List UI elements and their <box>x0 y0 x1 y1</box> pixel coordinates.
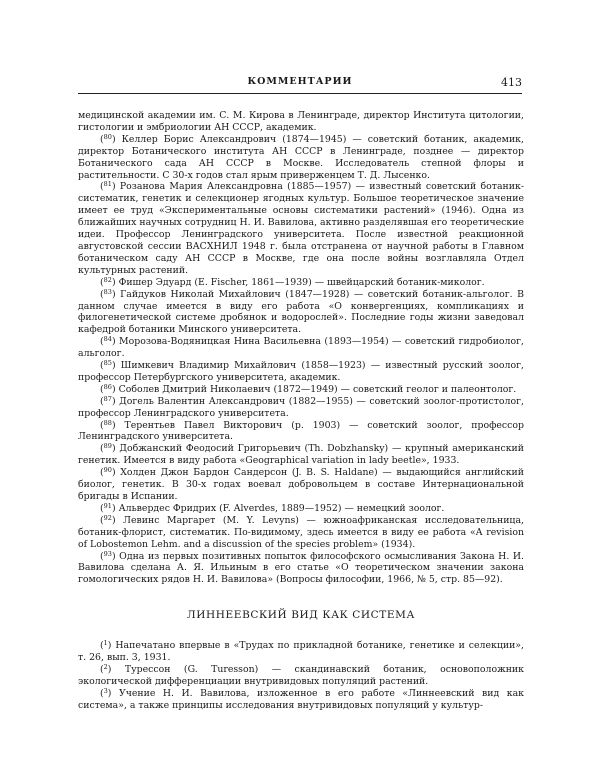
footnote-text: Добжанский Феодосий Григорьевич (Th. Dobzhansky) — крупный американский генетик. Имеется в виду работа «Geographical variation in lady beetle», 1933. <box>78 443 524 467</box>
running-title: КОММЕНТАРИИ <box>247 76 353 87</box>
footnote-item: ($^3$) Учение Н. И. Вавилова, изложенное в его работе «Линнеевский вид как система», а также принципы исследования внутривидовых популяций у культур- <box>78 686 524 711</box>
footnote-text: Морозова-Водяницкая Нина Васильевна (1893—1954) — советский гидробиолог, альголог. <box>78 336 524 360</box>
footnote-number: 3 <box>103 686 108 695</box>
page-number: 413 <box>501 76 522 89</box>
footnote-text: Учение Н. И. Вавилова, изложенное в его работе «Линнеевский вид как система», а также принципы исследования внутривидовых популяций у культур- <box>78 687 524 711</box>
footnote-item: ($^{89}$) Добжанский Феодосий Григорьевич (Th. Dobzhansky) — крупный американский генетик. Имеется в виду работа «Geographical variation in lady beetle», 1933. <box>78 442 524 467</box>
section-title: ЛИННЕЕВСКИЙ ВИД КАК СИСТЕМА <box>186 609 416 622</box>
footnote-text: Розанова Мария Александровна (1885—1957) — известный советский ботаник-систематик, генетик и селекционер ягодных культур. Большое теоретическое значение имеет ее труд «Экспериментальные основы систематики растений» (1946). Одна из ближайших научных сотрудниц Н. И. Вавилова, активно разделявшая его теоретические идеи. Профессор Ленинградского университета. После известной реакционной августовской сессии ВАСХНИЛ 1948 г. была отстранена от научной работы в Главном ботаническом саду АН СССР в Москве, где она после войны возглавляла Отдел культурных растений. <box>78 181 524 276</box>
footnote-number: 82 <box>103 275 112 284</box>
footnote-text: Левинс Маргарет (M. Y. Levyns) — южноафриканская исследовательница, ботаник-флорист, систематик. По-видимому, здесь имеется в виду ее работа «A revision of Lobostemon Lehm. and a discussion of the species problem» (1934). <box>78 514 524 550</box>
footnote-number: 84 <box>103 335 112 344</box>
footnote-item: ($^{82}$) Фишер Эдуард (E. Fischer, 1861—1939) — швейцарский ботаник-миколог. <box>100 275 485 288</box>
header-rule <box>78 93 522 94</box>
footnote-number: 85 <box>103 359 112 368</box>
footnote-number: 92 <box>103 513 112 522</box>
footnote-number: 83 <box>103 287 112 296</box>
footnote-item: ($^2$) Турессон (G. Turesson) — скандинавский ботаник, основоположник экологической дифференциации внутривидовых популяций растений. <box>78 662 524 687</box>
footnote-item: ($^1$) Напечатано впервые в «Трудах по прикладной ботанике, генетике и селекции», т. 26, вып. 3, 1931. <box>78 639 524 664</box>
footnote-text: Соболев Дмитрий Николаевич (1872—1949) — советский геолог и палеонтолог. <box>118 383 517 395</box>
footnote-item: ($^{91}$) Альвердес Фридрих (F. Alverdes, 1889—1952) — немецкий зоолог. <box>100 501 445 514</box>
footnote-number: 87 <box>103 394 112 403</box>
footnote-text: Напечатано впервые в «Трудах по прикладной ботанике, генетике и селекции», т. 26, вып. 3, 1931. <box>78 640 524 664</box>
commentary-body <box>78 110 524 712</box>
footnote-text: Одна из первых позитивных попыток философского осмысливания Закона Н. И. Вавилова сделана А. Я. Ильиным в его статье «О теоретическом значении закона гомологических рядов Н. И. Вавилова» (Вопросы философии, 1966, № 5, стр. 85—92). <box>78 550 524 586</box>
footnote-item: ($^{86}$) Соболев Дмитрий Николаевич (1872—1949) — советский геолог и палеонтолог. <box>100 382 517 395</box>
footnote-text: Догель Валентин Александрович (1882—1955) — советский зоолог-протистолог, профессор Ленинградского университета. <box>78 395 524 419</box>
footnote-item: ($^{84}$) Морозова-Водяницкая Нина Васильевна (1893—1954) — советский гидробиолог, альголог. <box>78 335 524 360</box>
footnote-text: Гайдуков Николай Михайлович (1847—1928) — советский ботаник-альголог. В данном случае имеется в виду его работа «О конвергенциях, компликациях и филогенетической системе дробянок и водорослей». Последние годы жизни заведовал кафедрой ботаники Минского университета. <box>78 288 524 336</box>
footnote-item: ($^{81}$) Розанова Мария Александровна (1885—1957) — известный советский ботаник-систематик, генетик и селекционер ягодных культур. Большое теоретическое значение имеет ее труд «Экспериментальные основы систематики растений» (1946). Одна из ближайших научных сотрудниц Н. И. Вавилова, активно разделявшая его теоретические идеи. Профессор Ленинградского университета. После известной реакционной августовской сессии ВАСХНИЛ 1948 г. была отстранена от научной работы в Главном ботаническом саду АН СССР в Москве, где она после войны возглавляла Отдел культурных растений. <box>78 180 524 276</box>
footnote-number: 1 <box>103 639 108 648</box>
footnote-text: Шимкевич Владимир Михайлович (1858—1923) — известный русский зоолог, профессор Петербургского университета, академик. <box>78 360 524 383</box>
notes-list <box>78 134 524 586</box>
footnote-text: Келлер Борис Александрович (1874—1945) — советский ботаник, академик, директор Ботанического института АН СССР в Ленинграде, позднее — директор Ботанического сада АН СССР в Москве. Исследователь степной флоры и растительности. С 30-х годов стал ярым приверженцем Т. Д. Лысенко. <box>78 133 524 181</box>
running-header <box>78 76 522 90</box>
section-notes-list <box>78 640 524 711</box>
footnote-number: 90 <box>103 466 112 475</box>
footnote-item: ($^{87}$) Догель Валентин Александрович (1882—1955) — советский зоолог-протистолог, профессор Ленинградского университета. <box>78 394 524 419</box>
footnote-number: 91 <box>103 501 112 510</box>
footnote-number: 80 <box>103 132 112 141</box>
footnote-item: ($^{83}$) Гайдуков Николай Михайлович (1847—1928) — советский ботаник-альголог. В данном случае имеется в виду его работа «О конвергенциях, компликациях и филогенетической системе дробянок и водорослей». Последние годы жизни заведовал кафедрой ботаники Минского университета. <box>78 287 524 336</box>
footnote-text: Фишер Эдуард (E. Fischer, 1861—1939) — швейцарский ботаник-миколог. <box>118 276 485 288</box>
footnote-text: Холден Джон Бардон Сандерсон (J. B. S. Haldane) — выдающийся английский биолог, генетик. В 30-х годах воевал добровольцем в составе Интернациональной бригады в Испании. <box>78 467 524 502</box>
footnote-item: ($^{92}$) Левинс Маргарет (M. Y. Levyns) — южноафриканская исследовательница, ботаник-флорист, систематик. По-видимому, здесь имеется в виду ее работа «A revision of Lobostemon Lehm. and a discussion of the species problem» (1934). <box>78 513 524 550</box>
footnote-text: Турессон (G. Turesson) — скандинавский ботаник, основоположник экологической дифференциации внутривидовых популяций растений. <box>78 663 524 687</box>
footnote-number: 86 <box>103 382 112 391</box>
footnote-number: 89 <box>103 442 112 451</box>
footnote-number: 88 <box>103 418 112 427</box>
footnote-item: ($^{85}$) Шимкевич Владимир Михайлович (1858—1923) — известный русский зоолог, профессор Петербургского университета, академик. <box>78 359 524 383</box>
footnote-item: ($^{90}$) Холден Джон Бардон Сандерсон (J. B. S. Haldane) — выдающийся английский биолог, генетик. В 30-х годах воевал добровольцем в составе Интернациональной бригады в Испании. <box>78 466 524 502</box>
footnote-number: 93 <box>103 549 112 558</box>
footnote-number: 2 <box>103 662 108 671</box>
footnote-item: ($^{88}$) Терентьев Павел Викторович (р. 1903) — советский зоолог, профессор Ленинградского университета. <box>78 418 524 443</box>
footnote-item: ($^{80}$) Келлер Борис Александрович (1874—1945) — советский ботаник, академик, директор Ботанического института АН СССР в Ленинграде, позднее — директор Ботанического сада АН СССР в Москве. Исследователь степной флоры и растительности. С 30-х годов стал ярым приверженцем Т. Д. Лысенко. <box>78 132 524 181</box>
footnote-text: Терентьев Павел Викторович (р. 1903) — советский зоолог, профессор Ленинградского университета. <box>78 419 524 443</box>
footnote-text: Альвердес Фридрих (F. Alverdes, 1889—1952) — немецкий зоолог. <box>118 502 445 514</box>
continued-paragraph: медицинской академии им. С. М. Кирова в Ленинграде, директор Института цитологии, гистологии и эмбриологии АН СССР, академик. <box>78 110 524 133</box>
footnote-item: ($^{93}$) Одна из первых позитивных попыток философского осмысливания Закона Н. И. Вавилова сделана А. Я. Ильиным в его статье «О теоретическом значении закона гомологических рядов Н. И. Вавилова» (Вопросы философии, 1966, № 5, стр. 85—92). <box>78 549 524 586</box>
footnote-number: 81 <box>103 180 112 189</box>
